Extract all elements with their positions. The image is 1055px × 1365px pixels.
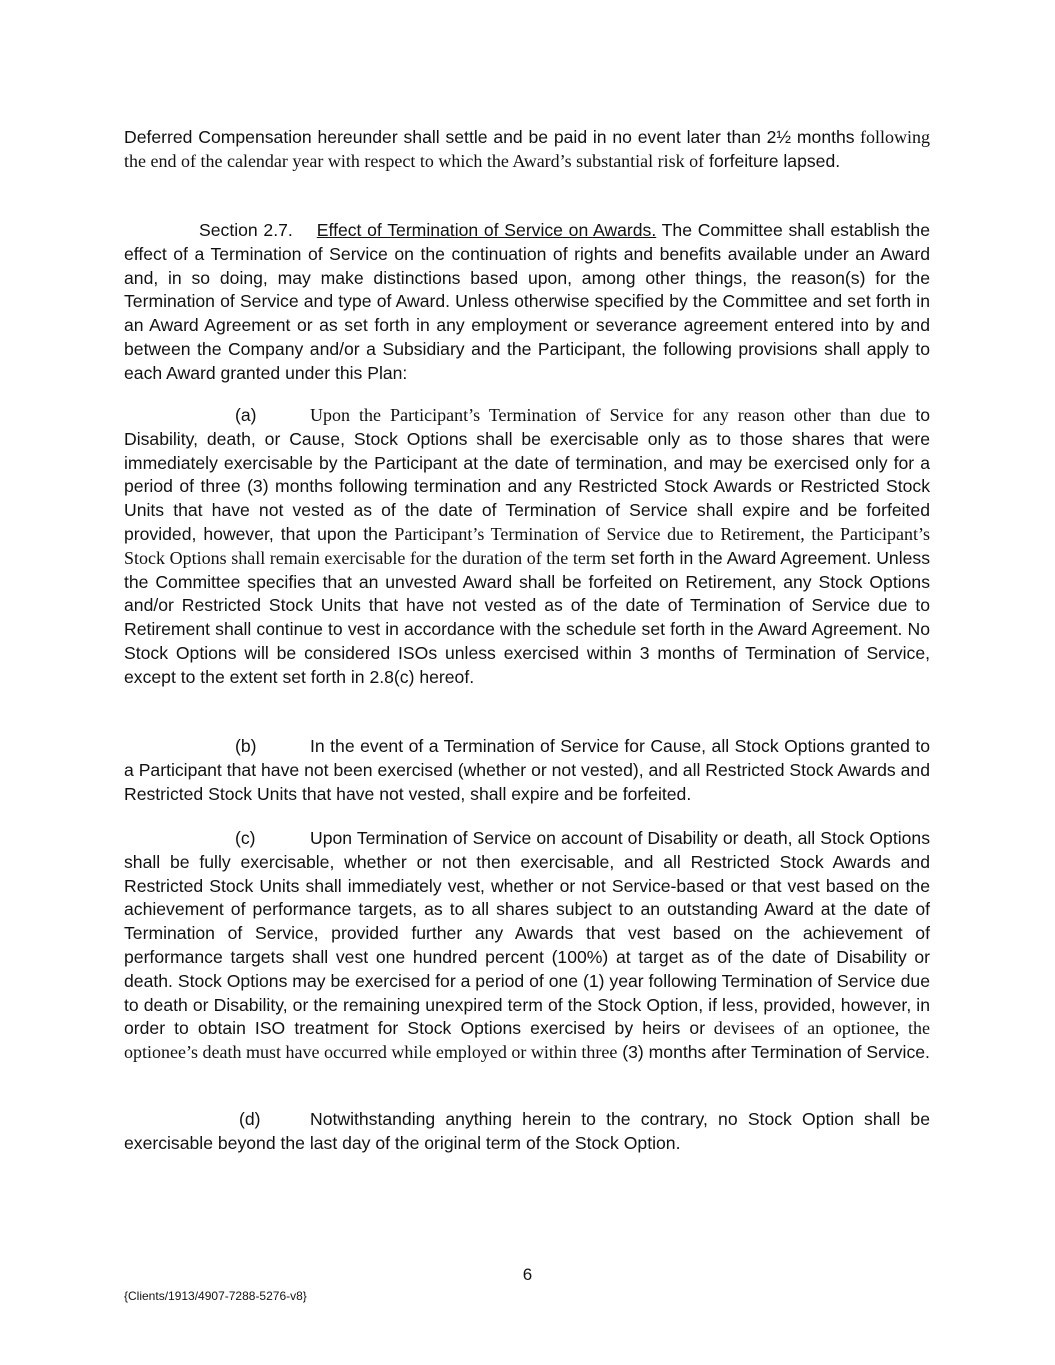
subsection-a-label: (a) (235, 405, 257, 425)
subsection-c-part1: Upon Termination of Service on account of Disability or death, all Stock Options shall be fully exercisable, whether or not then exercisable, and all Restricted Stock Awards and Restricted Stock Units shall immediately vest, whether or not Service-based or that vest based on the achievement of performance targets, as to all shares subject to an outstanding Award at the date of Termination of Service, provided further any Awards that vest based on the achievement of performance targets shall vest one hundred percent (100%) at target as of the date of Disability or death. Stock Options may be exercised for a period of one (1) year following Termination of Service due to death or Disability, or the remaining unexpired term of the Stock Option, if less, provided, however, in order to obtain ISO treatment for Stock Options exercised by heirs or (124, 828, 930, 1039)
subsection-d-text: Notwithstanding anything herein to the contrary, no Stock Option shall be exercisable beyond the last day of the original term of the Stock Option. (124, 1109, 930, 1153)
document-footer-id: {Clients/1913/4907-7288-5276-v8} (124, 1289, 307, 1303)
subsection-c-part3: (3) months after Termination of Service. (617, 1042, 930, 1063)
paragraph-continued-part2: following the end of the calendar year with respect to which the Award’s substantial risk of (124, 127, 930, 171)
paragraph-continued-part1: Deferred Compensation hereunder shall settle and be paid in no event later than 2½ months (124, 127, 855, 147)
paragraph-continued-part3: forfeiture lapsed. (704, 150, 841, 171)
subsection-a-part3: Participant’s Termination of Service due to Retirement, the Participant’s Stock Options shall remain exercisable for the duration of the term (124, 523, 930, 568)
subsection-c-paragraph (124, 827, 930, 1065)
subsection-c-part2: devisees of an optionee, the optionee’s death must have occurred while employed or within three (124, 1018, 930, 1063)
section-2-7-paragraph (124, 219, 930, 386)
subsection-a-part4: set forth in the Award Agreement. Unless the Committee specifies that an unvested Award shall be forfeited on Retirement, any Stock Options and/or Restricted Stock Units that have not vested as of the date of Termination of Service due to Retirement shall continue to vest in accordance with the schedule set forth in the Award Agreement. No Stock Options will be considered ISOs unless exercised within 3 months of Termination of Service, except to the extent set forth in 2.8(c) hereof. (124, 547, 930, 687)
paragraph-continued (124, 126, 930, 174)
subsection-b-text: In the event of a Termination of Service for Cause, all Stock Options granted to a Participant that have not been exercised (whether or not vested), and all Restricted Stock Awards and Restricted Stock Units that have not vested, shall expire and be forfeited. (124, 736, 930, 804)
subsection-c-label: (c) (235, 828, 256, 848)
section-title: Effect of Termination of Service on Awards. (316, 220, 657, 240)
subsection-a-paragraph (124, 404, 930, 690)
subsection-b-label: (b) (235, 736, 257, 756)
subsection-d-label: (d) (239, 1109, 261, 1129)
section-body: The Committee shall establish the effect of a Termination of Service on the continuation of rights and benefits available under an Award and, in so doing, may make distinctions based upon, among other things, the reason(s) for the Termination of Service and type of Award. Unless otherwise specified by the Committee and set forth in an Award Agreement or as set forth in any employment or severance agreement entered into by and between the Company and/or a Subsidiary and the Participant, the following provisions shall apply to each Award granted under this Plan: (124, 220, 931, 383)
subsection-b-paragraph (124, 735, 930, 806)
subsection-a-part1: Upon the Participant’s Termination of Service for any reason other than due (310, 405, 906, 425)
section-number: Section 2.7. (199, 220, 293, 240)
subsection-d-paragraph (124, 1108, 930, 1156)
subsection-a-part2: to Disability, death, or Cause, Stock Options shall be exercisable only as to those shares that were immediately exercisable by the Participant at the date of termination, and may be exercised only for a period of three (3) months following termination and any Restricted Stock Awards or Restricted Stock Units that have not vested as of the date of Termination of Service shall expire and be forfeited provided, however, that upon the (124, 405, 931, 544)
page-number: 6 (522, 1265, 533, 1284)
